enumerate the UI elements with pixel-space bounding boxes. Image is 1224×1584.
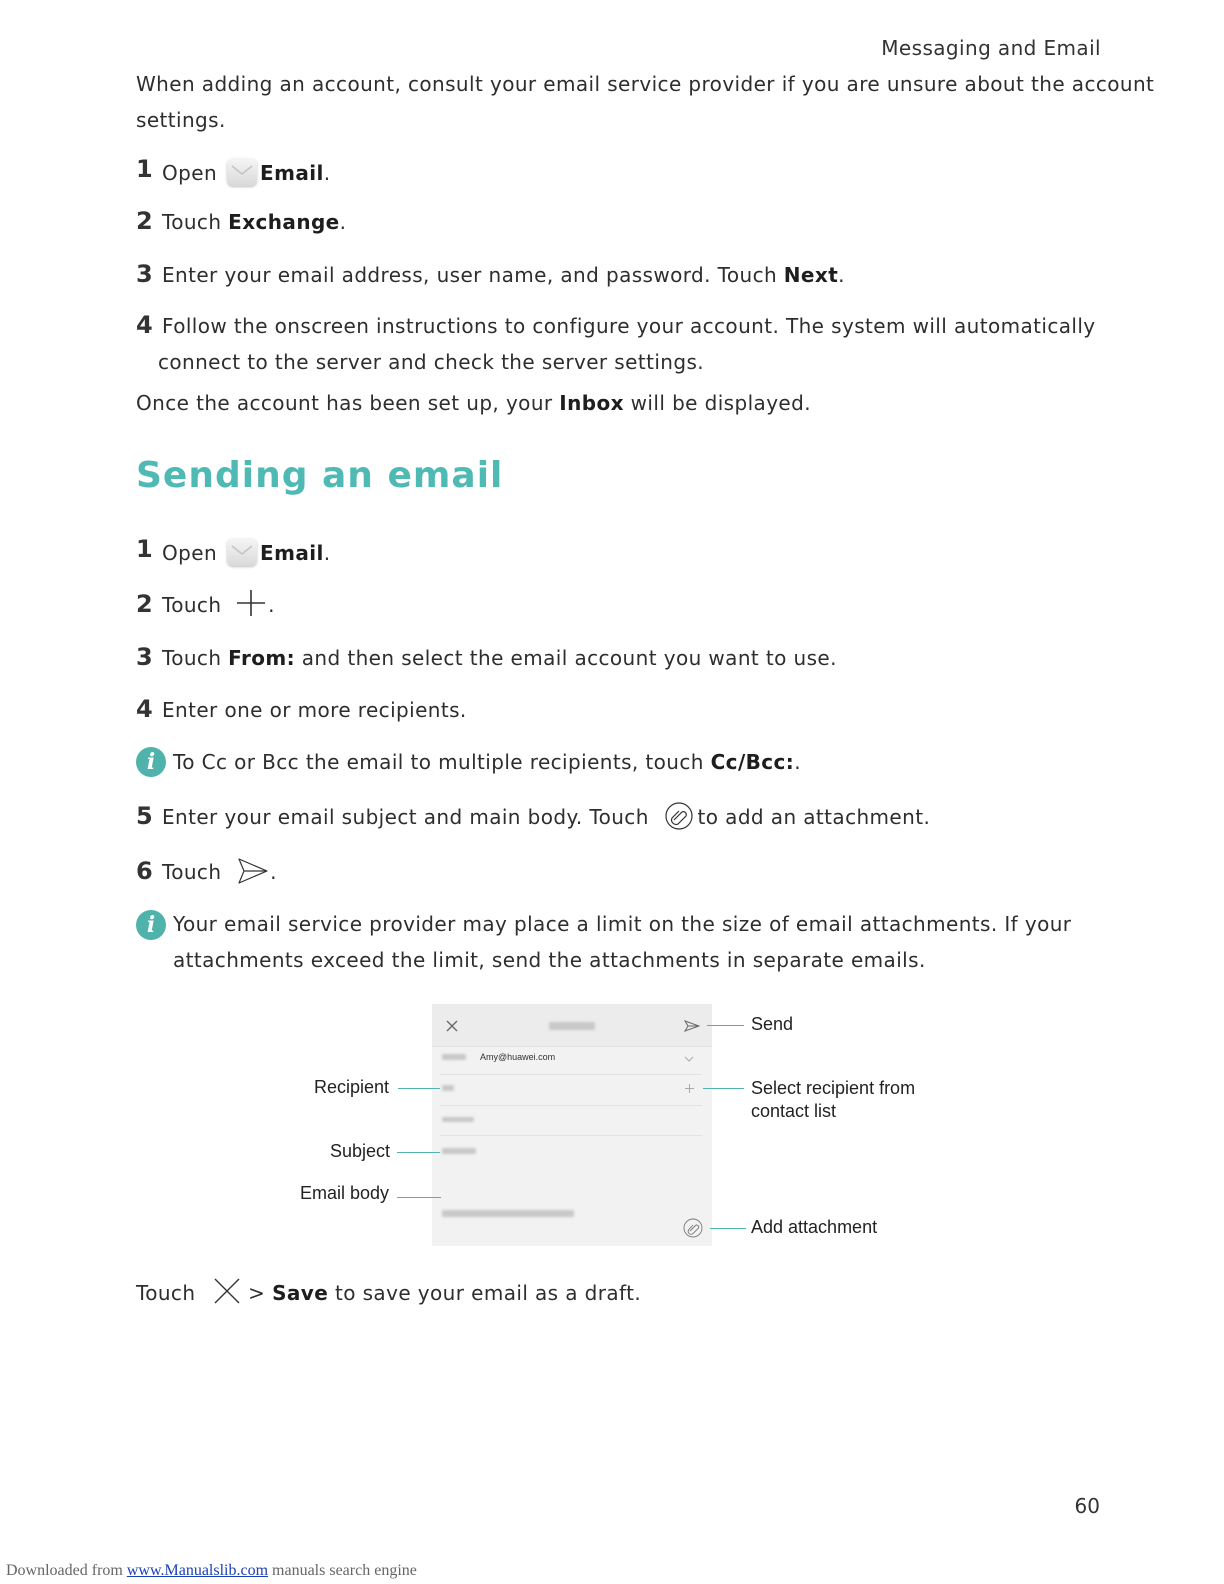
- to-label-blurred: [442, 1085, 454, 1091]
- tip-attachment-line-2: attachments exceed the limit, send the attachments in separate emails.: [173, 948, 926, 972]
- manualslib-link[interactable]: www.Manualslib.com: [126, 1562, 269, 1579]
- step-number: 3: [136, 643, 153, 671]
- step-number: 1: [136, 535, 153, 563]
- callout-line-email-body: [397, 1197, 441, 1198]
- send-step-1: [162, 538, 331, 566]
- running-header: Messaging and Email: [881, 36, 1101, 60]
- callout-email-body: Email body: [300, 1183, 390, 1203]
- step-number: 2: [136, 207, 153, 235]
- step-number: 4: [136, 695, 153, 723]
- send-step-6: [162, 860, 277, 886]
- save-label: Save: [272, 1281, 329, 1305]
- punctuation: .: [268, 593, 275, 617]
- callout-line-select-recipient: [703, 1088, 744, 1089]
- signature-blurred: [442, 1210, 574, 1217]
- step-text: Touch: [162, 210, 229, 234]
- send-step-5: [162, 805, 930, 831]
- divider: [440, 1135, 702, 1136]
- subject-label-blurred: [442, 1148, 476, 1154]
- add-account-step-1: [162, 158, 331, 186]
- send-step-2: [162, 593, 275, 618]
- callout-add-attachment: Add attachment: [751, 1217, 878, 1237]
- next-label: Next: [783, 263, 839, 287]
- paperclip-icon: [683, 1218, 703, 1238]
- cc-bcc-label-blurred: [442, 1117, 474, 1122]
- punctuation: .: [323, 541, 331, 565]
- callout-subject: Subject: [330, 1141, 391, 1161]
- from-label: From:: [228, 646, 295, 670]
- step-text: to add an attachment.: [697, 805, 931, 829]
- add-account-step-3: [162, 263, 845, 287]
- step-text: Touch: [162, 860, 222, 884]
- inbox-note: [136, 391, 811, 415]
- compose-title-blurred: [549, 1022, 595, 1030]
- footer-text: Downloaded from: [6, 1562, 127, 1579]
- step-number: 2: [136, 590, 153, 618]
- inbox-label: Inbox: [559, 391, 624, 415]
- email-app-icon: [227, 158, 257, 186]
- from-account-value: Amy@huawei.com: [480, 1052, 556, 1062]
- close-icon: [212, 1276, 242, 1306]
- send-step-3: [162, 646, 837, 670]
- paperclip-icon: [664, 801, 694, 831]
- callout-recipient: Recipient: [314, 1077, 390, 1097]
- step-number: 1: [136, 155, 153, 183]
- plus-icon: [234, 588, 268, 618]
- info-icon: i: [136, 747, 166, 777]
- add-contact-icon: [685, 1084, 694, 1093]
- email-app-name: Email: [260, 161, 324, 185]
- step-text: Enter your email address, user name, and password. Touch: [162, 263, 784, 287]
- tip-attachment-line-1: Your email service provider may place a limit on the size of email attachments. If your: [173, 912, 1072, 936]
- add-account-step-2: [162, 210, 346, 234]
- step-text: Touch: [162, 593, 222, 617]
- step-number: 3: [136, 260, 153, 288]
- step-number: 4: [136, 311, 153, 339]
- email-app-name: Email: [260, 541, 324, 565]
- step-text: Touch: [162, 646, 229, 670]
- punctuation: .: [838, 263, 845, 287]
- note-text: Touch: [136, 1281, 196, 1305]
- note-text: Once the account has been set up, your: [136, 391, 560, 415]
- intro-line-2: settings.: [136, 108, 226, 132]
- info-icon: i: [136, 910, 166, 940]
- compose-screen-figure: [432, 1004, 712, 1246]
- callout-line-attachment: [710, 1228, 746, 1229]
- from-label-blurred: [442, 1054, 466, 1060]
- exchange-label: Exchange: [228, 210, 340, 234]
- callout-line-subject: [397, 1152, 440, 1153]
- separator: >: [248, 1281, 266, 1305]
- send-icon: [236, 856, 270, 886]
- callout-select-recipient-line-1: Select recipient from: [751, 1078, 916, 1098]
- tip-cc-bcc: [173, 750, 801, 774]
- send-step-4: Enter one or more recipients.: [162, 698, 467, 722]
- note-text: to save your email as a draft.: [328, 1281, 642, 1305]
- chevron-down-icon: [684, 1056, 694, 1062]
- send-icon: [684, 1020, 700, 1032]
- step-text: Open: [162, 541, 218, 565]
- close-icon: [446, 1020, 458, 1032]
- step-text: Enter your email subject and main body. Touch: [162, 805, 649, 829]
- add-account-step-4-line-1: Follow the onscreen instructions to configure your account. The system will automatically: [162, 314, 1096, 338]
- punctuation: .: [323, 161, 331, 185]
- download-footer: [6, 1562, 417, 1580]
- section-title: Sending an email: [136, 455, 504, 496]
- step-text: Open: [162, 161, 218, 185]
- punctuation: .: [270, 860, 277, 884]
- callout-select-recipient-line-2: contact list: [751, 1101, 837, 1121]
- step-text: and then select the email account you want to use.: [295, 646, 837, 670]
- intro-line-1: When adding an account, consult your email service provider if you are unsure about the account: [136, 72, 1155, 96]
- footer-text: manuals search engine: [268, 1562, 417, 1579]
- tip-text: To Cc or Bcc the email to multiple recipients, touch: [173, 750, 711, 774]
- punctuation: .: [339, 210, 347, 234]
- step-number: 6: [136, 857, 153, 885]
- draft-note: [136, 1281, 641, 1306]
- page-number: 60: [1074, 1494, 1100, 1518]
- note-text: will be displayed.: [623, 391, 811, 415]
- email-app-icon: [227, 538, 257, 566]
- punctuation: .: [794, 750, 801, 774]
- add-account-step-4-line-2: connect to the server and check the server settings.: [158, 350, 705, 374]
- step-number: 5: [136, 802, 153, 830]
- divider: [440, 1074, 702, 1075]
- callout-line-send: [707, 1025, 744, 1026]
- callout-line-recipient: [398, 1088, 440, 1089]
- callout-send: Send: [751, 1014, 794, 1034]
- divider: [440, 1105, 702, 1106]
- cc-bcc-label: Cc/Bcc:: [710, 750, 795, 774]
